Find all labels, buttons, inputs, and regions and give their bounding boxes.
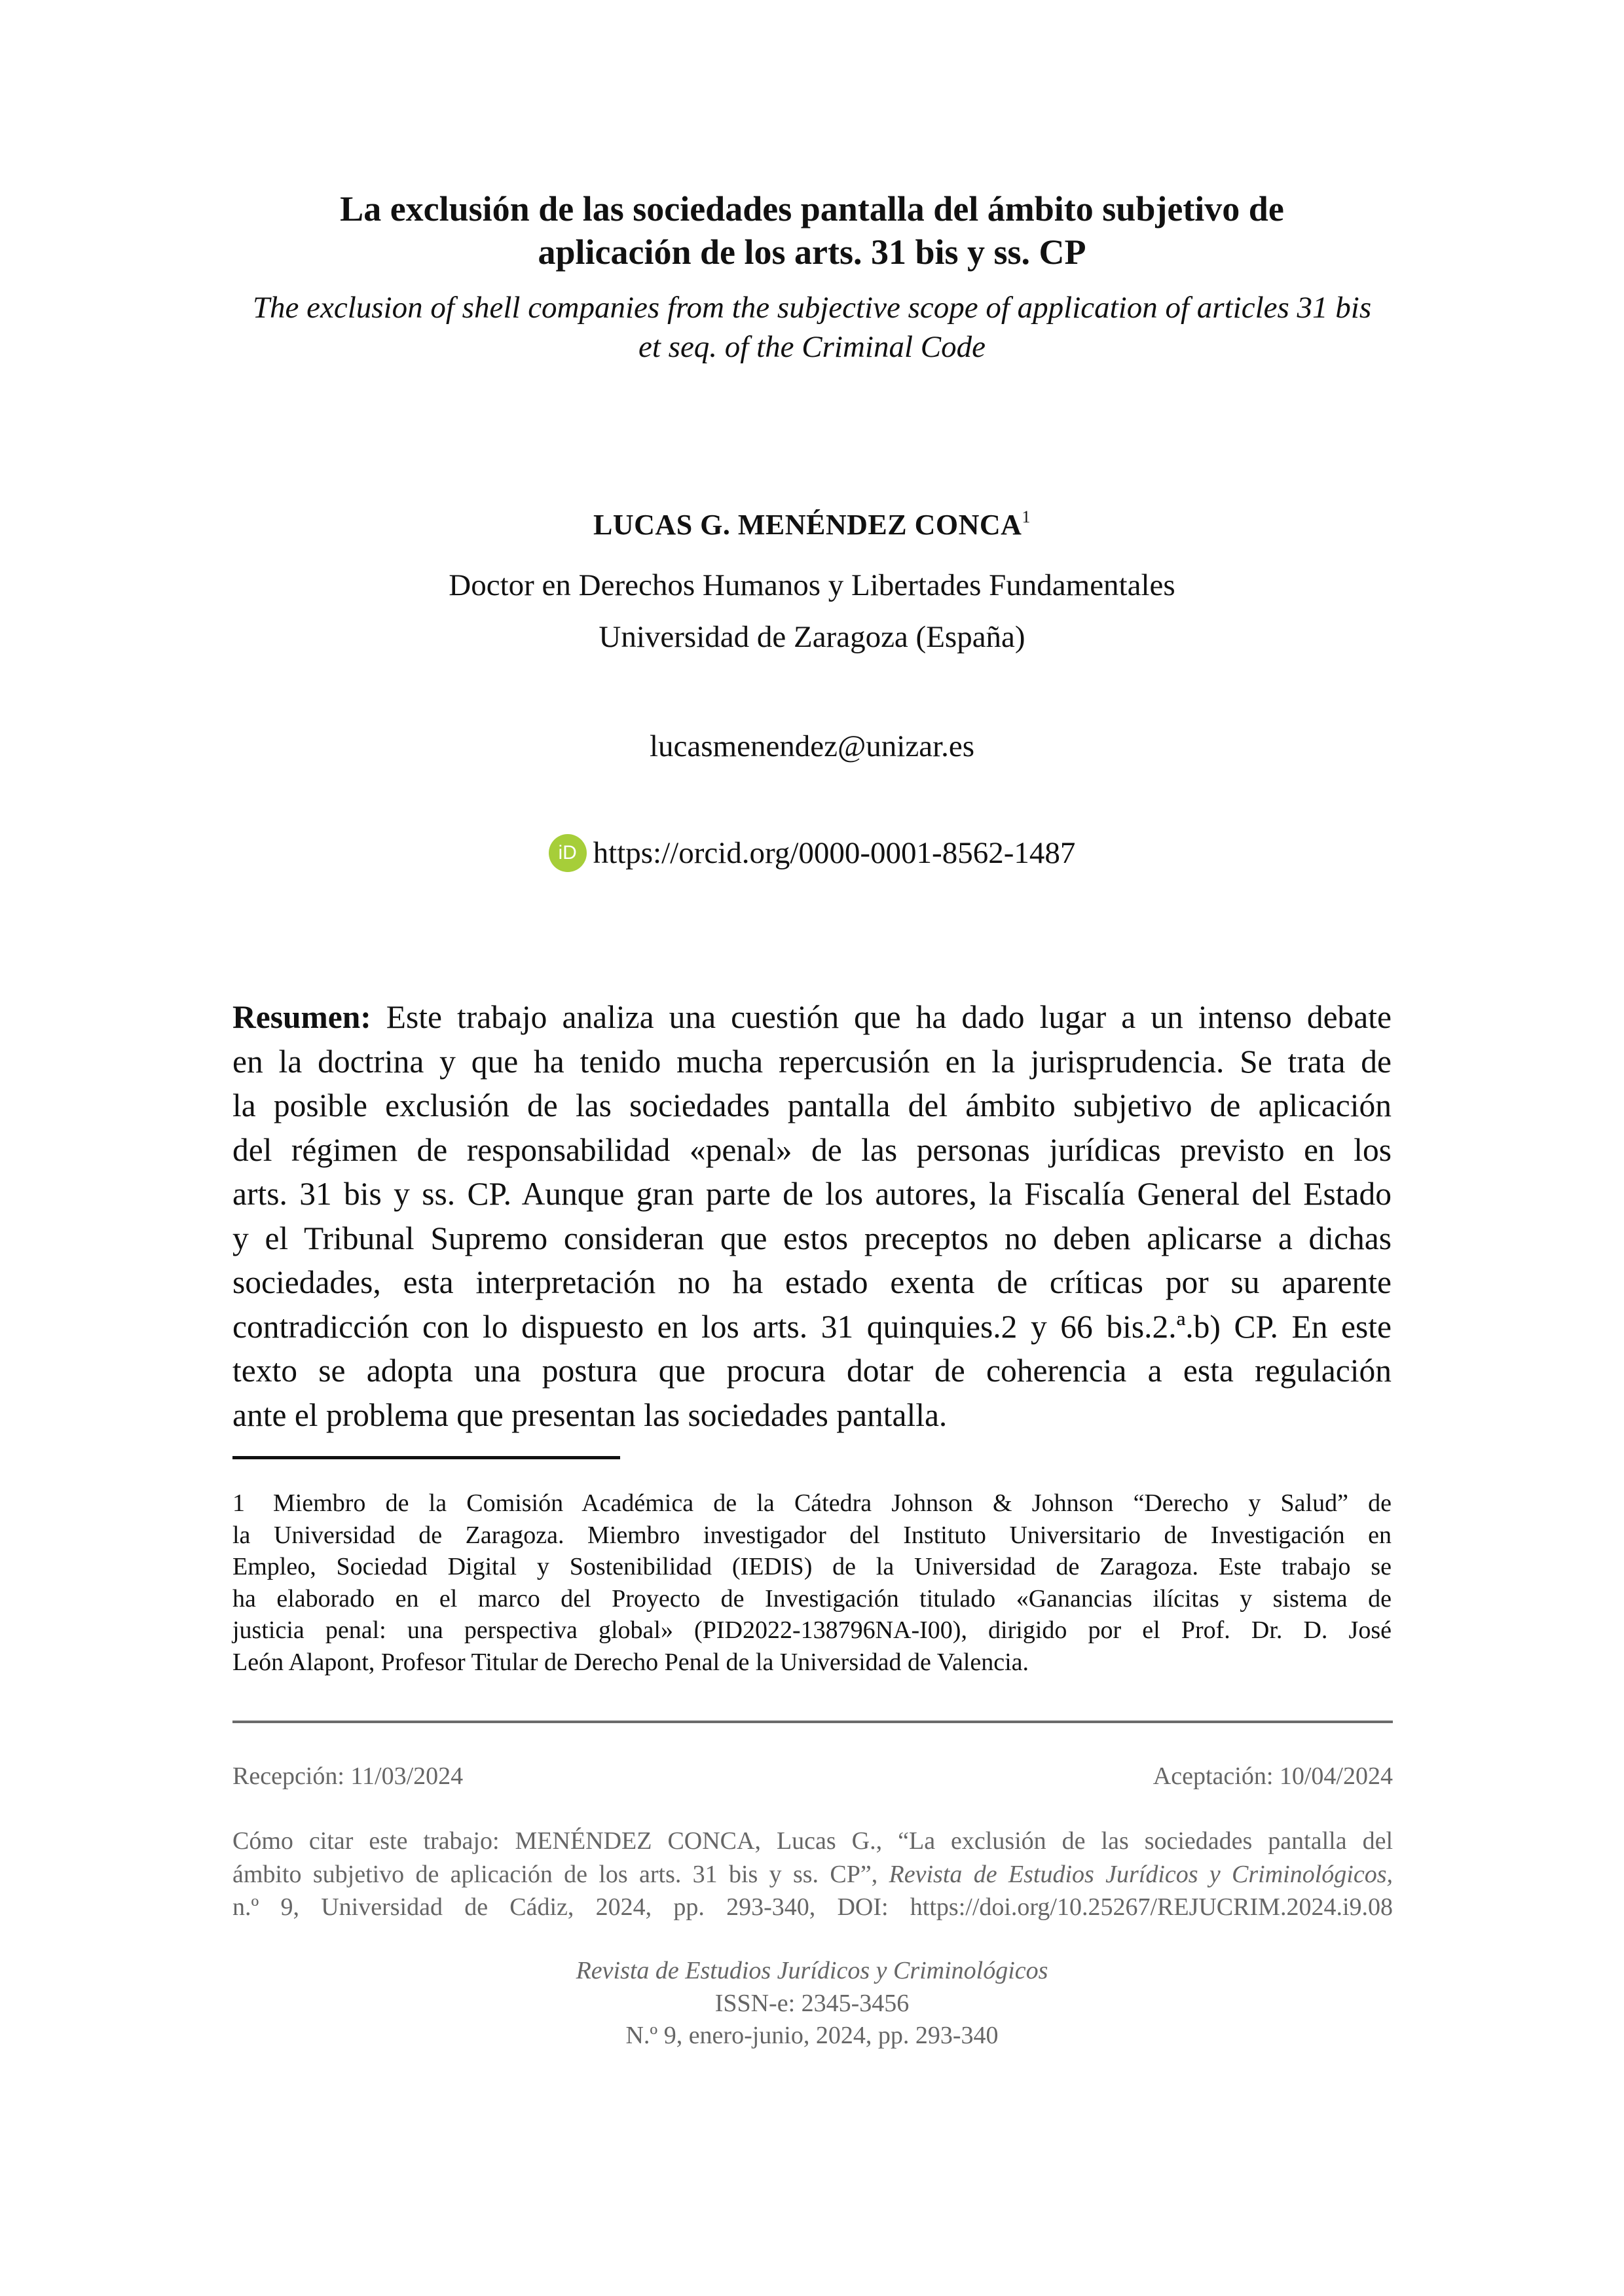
journal-name: Revista de Estudios Jurídicos y Criminológicos [576,1957,1048,1984]
author-name [232,505,1392,545]
author-email-text[interactable]: lucasmenendez@unizar.es [649,729,975,763]
section-divider [232,1721,1393,1723]
citation-journal: Revista de Estudios Jurídicos y Criminológicos, [889,1860,1393,1888]
footnote-line: León Alapont, Profesor Titular de Derecho Penal de la Universidad de Valencia. [232,1648,1029,1676]
footnote-text: Miembro de la Comisión Académica de la Cátedra Johnson & Johnson “Derecho y Salud” de [273,1489,1392,1517]
submission-dates [232,1758,1393,1795]
journal-issn: ISSN-e: 2345-3456 [714,1989,910,2017]
abstract [232,995,1392,1437]
article-title [232,187,1392,274]
abstract-label: Resumen: [232,999,371,1035]
abstract-line: sociedades, esta interpretación no ha estado exenta de críticas por su aparente [232,1264,1392,1300]
orcid-row [232,830,1392,876]
footnote-number: 1 [232,1489,245,1517]
abstract-line: y el Tribunal Supremo consideran que estos preceptos no deben aplicarse a dichas [232,1220,1392,1256]
footnote-line: Empleo, Sociedad Digital y Sostenibilidad (IEDIS) de la Universidad de Zaragoza. Este trabajo se [232,1553,1392,1581]
acceptance-date: Aceptación: 10/04/2024 [1153,1762,1393,1790]
abstract-line: arts. 31 bis y ss. CP. Aunque gran parte de los autores, la Fiscalía General del Estado [232,1176,1392,1212]
abstract-line: en la doctrina y que ha tenido mucha repercusión en la jurisprudencia. Se trata de [232,1043,1392,1080]
abstract-line: del régimen de responsabilidad «penal» de las personas jurídicas previsto en los [232,1131,1392,1168]
footnote-line: justicia penal: una perspectiva global» (PID2022-138796NA-I00), dirigido por el Prof. Dr. D. José [232,1616,1392,1645]
author-name-text: LUCAS G. MENÉNDEZ CONCA [593,509,1022,541]
author-email[interactable] [232,727,1392,766]
article-subtitle-line: The exclusion of shell companies from the subjective scope of application of articles 31 bis [252,291,1372,325]
affiliation-degree: Doctor en Derechos Humanos y Libertades Fundamentales [449,568,1175,602]
citation-line-doi[interactable]: n.º 9, Universidad de Cádiz, 2024, pp. 293-340, DOI: https://doi.org/10.25267/REJUCRIM.2024.i9.08 [232,1893,1393,1921]
footnote [232,1487,1392,1679]
affiliation-university: Universidad de Zaragoza (España) [599,620,1025,654]
abstract-line: ante el problema que presentan las sociedades pantalla. [232,1396,948,1433]
article-subtitle-line: et seq. of the Criminal Code [638,330,986,364]
journal-info [232,1955,1392,2052]
abstract-line [232,995,1392,1040]
orcid-link[interactable]: https://orcid.org/0000-0001-8562-1487 [593,836,1076,870]
footnote-separator [232,1456,620,1459]
abstract-text: Este trabajo analiza una cuestión que ha dado lugar a un intenso debate [371,999,1392,1035]
how-to-cite [232,1825,1393,1924]
footnote-line: la Universidad de Zaragoza. Miembro investigador del Instituto Universitario de Investigación en [232,1521,1392,1549]
journal-issue: N.º 9, enero-junio, 2024, pp. 293-340 [625,2022,999,2049]
citation-line: Cómo citar este trabajo: MENÉNDEZ CONCA, Lucas G., “La exclusión de las sociedades pantalla del [232,1827,1393,1855]
footnote-line: ha elaborado en el marco del Proyecto de Investigación titulado «Ganancias ilícitas y sistema de [232,1584,1392,1613]
article-title-line: aplicación de los arts. 31 bis y ss. CP [538,232,1086,272]
reception-date: Recepción: 11/03/2024 [232,1762,464,1790]
orcid-icon: iD [549,834,587,872]
abstract-line: la posible exclusión de las sociedades pantalla del ámbito subjetivo de aplicación [232,1087,1392,1123]
article-title-line: La exclusión de las sociedades pantalla del ámbito subjetivo de [340,189,1284,228]
footnote-line [232,1487,1392,1520]
citation-line [232,1858,1393,1891]
citation-text: ámbito subjetivo de aplicación de los arts. 31 bis y ss. CP”, [232,1860,889,1888]
article-subtitle-english [232,288,1392,367]
footnote-marker[interactable]: 1 [1022,507,1031,526]
abstract-line: contradicción con lo dispuesto en los arts. 31 quinquies.2 y 66 bis.2.ª.b) CP. En este [232,1308,1392,1345]
author-affiliation [232,560,1392,663]
abstract-line: texto se adopta una postura que procura dotar de coherencia a esta regulación [232,1353,1392,1389]
